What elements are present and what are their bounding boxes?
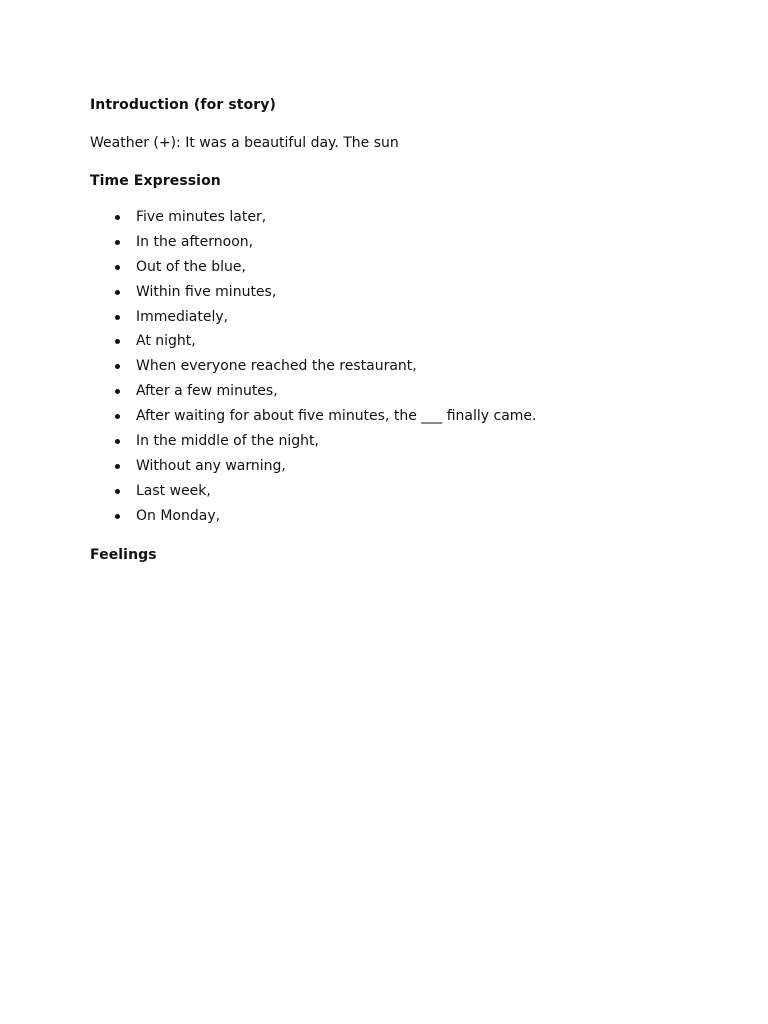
- list-item: [112, 432, 537, 457]
- list-item-text: When everyone reached the restaurant,: [136, 358, 417, 375]
- bullet-icon: [115, 339, 120, 344]
- bullet-icon: [115, 364, 120, 369]
- time-expression-heading: Time Expression: [90, 173, 221, 189]
- list-item-text: Without any warning,: [136, 457, 286, 474]
- list-item-text: Five minutes later,: [136, 209, 267, 225]
- list-item-text: After waiting for about five minutes, the ___ finally came.: [136, 408, 537, 425]
- bullet-icon: [115, 489, 120, 494]
- list-item-text: In the middle of the night,: [136, 433, 319, 450]
- bullet-icon: [115, 265, 120, 270]
- bullet-icon: [115, 215, 120, 220]
- list-item: [112, 482, 537, 507]
- list-item-text: At night,: [136, 333, 196, 350]
- list-item: [112, 208, 537, 233]
- list-item-text: After a few minutes,: [136, 383, 278, 400]
- list-item: [112, 382, 537, 407]
- bullet-icon: [115, 315, 120, 320]
- list-item: [112, 233, 537, 258]
- bullet-icon: [115, 389, 120, 394]
- list-item: [112, 258, 537, 283]
- bullet-icon: [115, 414, 120, 419]
- bullet-icon: [115, 514, 120, 519]
- weather-line: [90, 134, 399, 152]
- list-item-text: On Monday,: [136, 507, 221, 524]
- list-item: [112, 407, 537, 432]
- time-expression-list: [112, 208, 537, 532]
- intro-heading: Introduction (for story): [90, 97, 276, 113]
- list-item: [112, 457, 537, 482]
- bullet-icon: [115, 290, 120, 295]
- feelings-heading: Feelings: [90, 547, 157, 563]
- bullet-icon: [115, 439, 120, 444]
- list-item: [112, 283, 537, 308]
- list-item-text: In the afternoon,: [136, 233, 254, 250]
- list-item: [112, 308, 537, 333]
- list-item: [112, 332, 537, 357]
- list-item: [112, 507, 537, 532]
- weather-text: It was a beautiful day. The sun: [180, 135, 399, 151]
- list-item-text: Immediately,: [136, 308, 229, 325]
- bullet-icon: [115, 240, 120, 245]
- list-item: [112, 357, 537, 382]
- bullet-icon: [115, 464, 120, 469]
- list-item-text: Within five minutes,: [136, 283, 277, 300]
- weather-label: Weather (+):: [90, 135, 181, 151]
- list-item-text: Out of the blue,: [136, 258, 246, 275]
- list-item-text: Last week,: [136, 482, 211, 499]
